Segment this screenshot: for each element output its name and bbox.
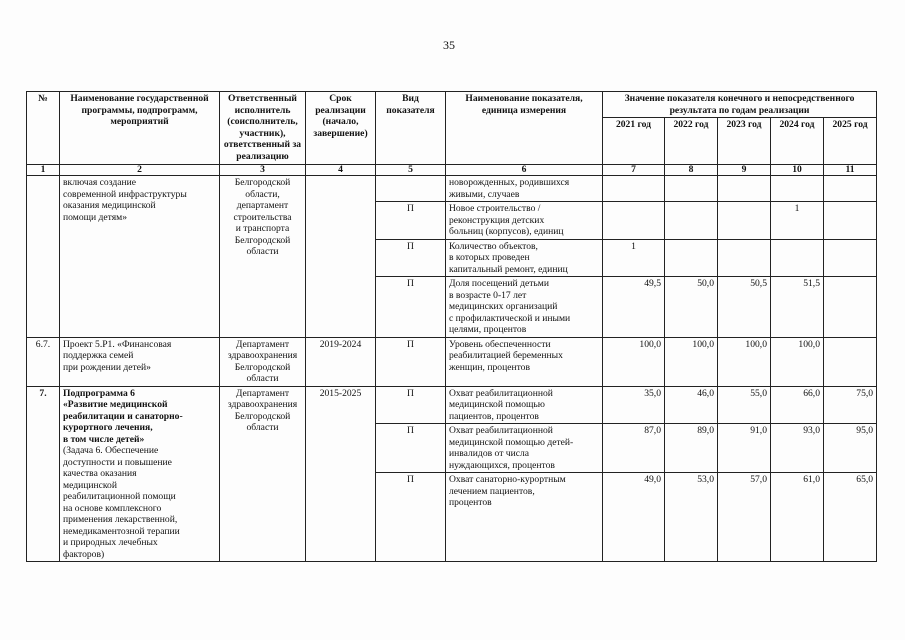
header-year: 2023 год [718, 118, 771, 165]
row-value: 55,0 [718, 386, 771, 424]
row-indicator-type: П [376, 473, 446, 562]
column-number: 5 [376, 165, 446, 176]
table-row [27, 337, 877, 386]
column-numbers-row [27, 165, 877, 176]
row-indicator-name: Доля посещений детьми в возрасте 0-17 лет медицинских организаций с профилактической и иными целями, процентов [446, 277, 603, 338]
row-value [824, 202, 877, 240]
row-executor: Департамент здравоохранения Белгородской области [220, 337, 306, 386]
header-indicator-name: Наименование показателя, единица измерения [446, 92, 603, 165]
row-value: 100,0 [718, 337, 771, 386]
row-name-cell [60, 386, 220, 562]
header-num: № [27, 92, 60, 165]
row-value [824, 337, 877, 386]
row-value [771, 176, 824, 202]
row-indicator-name: Новое строительство / реконструкция детских больниц (корпусов), единиц [446, 202, 603, 240]
row-value: 61,0 [771, 473, 824, 562]
column-number: 1 [27, 165, 60, 176]
row-value: 87,0 [603, 424, 665, 473]
page-number: 35 [443, 38, 455, 52]
row-value: 46,0 [665, 386, 718, 424]
row-value [718, 176, 771, 202]
row-value [665, 202, 718, 240]
row-value [718, 202, 771, 240]
row-indicator-name: Охват реабилитационной медицинской помощью детей- инвалидов от числа нуждающихся, процентов [446, 424, 603, 473]
header-name: Наименование государственной программы, подпрограмм, мероприятий [60, 92, 220, 165]
row-value [771, 239, 824, 277]
row-name: включая создание современной инфраструктуры оказания медицинской помощи детям» [60, 176, 220, 338]
row-indicator-name: новорожденных, родившихся живыми, случаев [446, 176, 603, 202]
row-value: 49,5 [603, 277, 665, 338]
subprogram-task: (Задача 6. Обеспечение доступности и повышение качества оказания медицинской реабилитационной помощи на основе комплексного применения лекарственной, немедикаментозной терапии и природных лечебных факторов) [63, 445, 180, 560]
row-num: 6.7. [27, 337, 60, 386]
row-indicator-type: П [376, 277, 446, 338]
row-indicator-name: Количество объектов, в которых проведен капитальный ремонт, единиц [446, 239, 603, 277]
row-value: 49,0 [603, 473, 665, 562]
row-name: Проект 5.Р1. «Финансовая поддержка семей при рождении детей» [60, 337, 220, 386]
subprogram-title: Подпрограмма 6 «Развитие медицинской реабилитации и санаторно- курортного лечения, в том числе детей» [63, 387, 183, 445]
column-number: 7 [603, 165, 665, 176]
row-value [718, 239, 771, 277]
row-value: 93,0 [771, 424, 824, 473]
indicators-table [26, 91, 877, 562]
header-year: 2024 год [771, 118, 824, 165]
row-value: 50,0 [665, 277, 718, 338]
row-indicator-type: П [376, 239, 446, 277]
row-value [603, 176, 665, 202]
row-value [824, 176, 877, 202]
row-value [665, 239, 718, 277]
row-term: 2019-2024 [306, 337, 376, 386]
row-value: 51,5 [771, 277, 824, 338]
column-number: 10 [771, 165, 824, 176]
table-row [27, 176, 877, 202]
column-number: 3 [220, 165, 306, 176]
header-year: 2025 год [824, 118, 877, 165]
row-value: 1 [771, 202, 824, 240]
column-number: 9 [718, 165, 771, 176]
header-term: Срок реализации (начало, завершение) [306, 92, 376, 165]
column-number: 6 [446, 165, 603, 176]
row-indicator-name: Охват санаторно-курортным лечением пациентов, процентов [446, 473, 603, 562]
row-indicator-type: П [376, 386, 446, 424]
header-year: 2022 год [665, 118, 718, 165]
row-indicator-type [376, 176, 446, 202]
column-number: 8 [665, 165, 718, 176]
row-value: 89,0 [665, 424, 718, 473]
row-value: 65,0 [824, 473, 877, 562]
row-term [306, 176, 376, 338]
row-indicator-name: Уровень обеспеченности реабилитацией беременных женщин, процентов [446, 337, 603, 386]
row-value: 1 [603, 239, 665, 277]
row-indicator-type: П [376, 424, 446, 473]
row-value [824, 277, 877, 338]
row-value [603, 202, 665, 240]
row-value [824, 239, 877, 277]
row-term: 2015-2025 [306, 386, 376, 562]
row-executor: Белгородской области, департамент строительства и транспорта Белгородской области [220, 176, 306, 338]
row-value: 100,0 [771, 337, 824, 386]
row-value: 35,0 [603, 386, 665, 424]
column-number: 2 [60, 165, 220, 176]
column-number: 11 [824, 165, 877, 176]
row-value: 95,0 [824, 424, 877, 473]
row-value [665, 176, 718, 202]
header-row [27, 92, 877, 118]
row-value: 75,0 [824, 386, 877, 424]
row-value: 100,0 [665, 337, 718, 386]
table-row [27, 386, 877, 424]
row-num [27, 176, 60, 338]
column-number: 4 [306, 165, 376, 176]
header-year: 2021 год [603, 118, 665, 165]
header-indicator-type: Вид показателя [376, 92, 446, 165]
row-indicator-type: П [376, 337, 446, 386]
row-indicator-type: П [376, 202, 446, 240]
row-num: 7. [27, 386, 60, 562]
header-values-group: Значение показателя конечного и непосредственного результата по годам реализации [603, 92, 877, 118]
row-value: 57,0 [718, 473, 771, 562]
row-executor: Департамент здравоохранения Белгородской области [220, 386, 306, 562]
row-value: 53,0 [665, 473, 718, 562]
row-value: 66,0 [771, 386, 824, 424]
row-value: 50,5 [718, 277, 771, 338]
header-executor: Ответственный исполнитель (соисполнитель, участник), ответственный за реализацию [220, 92, 306, 165]
row-value: 100,0 [603, 337, 665, 386]
row-indicator-name: Охват реабилитационной медицинской помощью пациентов, процентов [446, 386, 603, 424]
row-value: 91,0 [718, 424, 771, 473]
